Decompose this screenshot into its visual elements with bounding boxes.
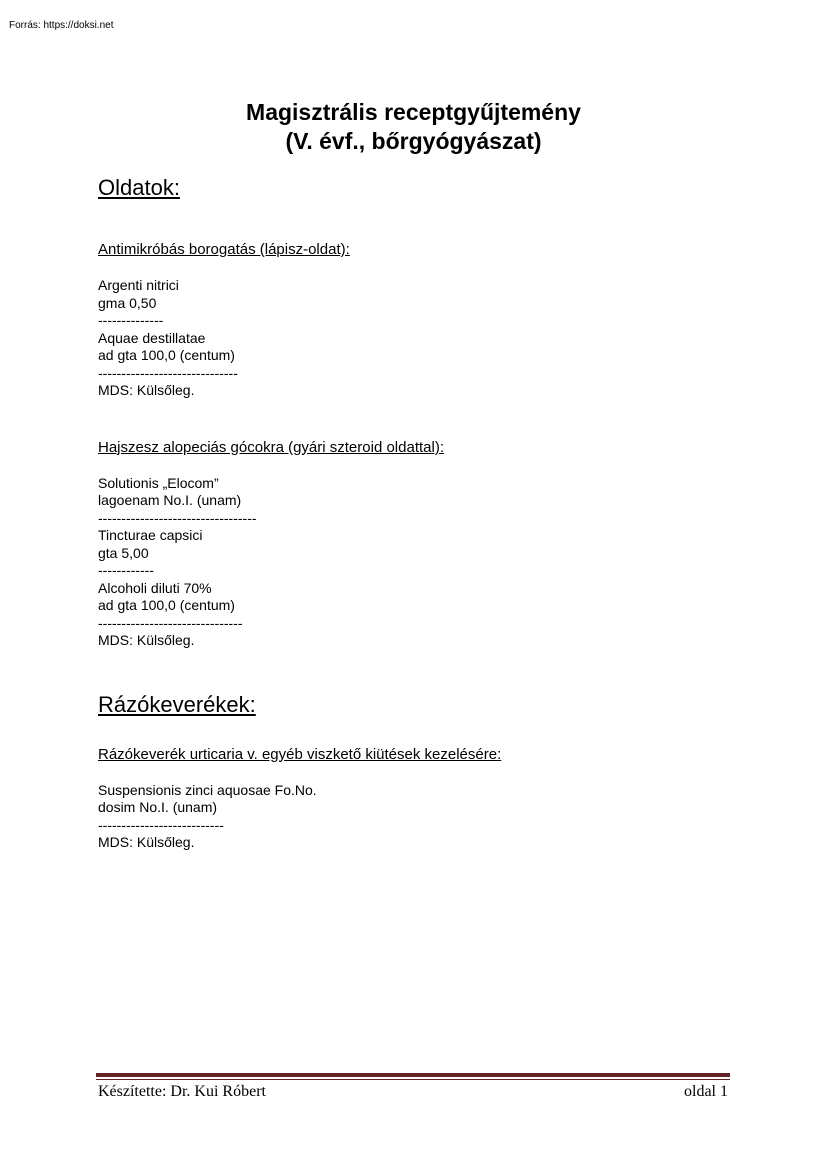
- recipe-line: Aquae destillatae: [98, 329, 206, 346]
- recipe-razokeverek: [98, 745, 738, 852]
- recipe-line: --------------: [98, 312, 164, 328]
- recipe-title: Rázókeverék urticaria v. egyéb viszkető kiütések kezelésére:: [98, 745, 502, 763]
- footer-divider-thick: [96, 1073, 730, 1077]
- recipe-line: ------------------------------: [98, 364, 238, 381]
- recipe-line: MDS: Külsőleg.: [98, 834, 195, 850]
- recipe-hajszesz: [98, 438, 738, 650]
- title-line-2: (V. évf., bőrgyógyászat): [285, 128, 542, 154]
- section-title: Oldatok:: [98, 175, 180, 200]
- footer-divider-thin: [96, 1079, 730, 1080]
- source-note: Forrás: https://doksi.net: [9, 20, 114, 31]
- recipe-line: ------------: [98, 562, 154, 578]
- recipe-line: -------------------------------: [98, 614, 243, 631]
- recipe-line: ---------------------------: [98, 816, 224, 833]
- document-title: [0, 98, 827, 156]
- recipe-line: gma 0,50: [98, 294, 157, 311]
- recipe-line: Argenti nitrici: [98, 277, 179, 293]
- title-line-1: Magisztrális receptgyűjtemény: [246, 99, 581, 125]
- footer-page-number: oldal 1: [684, 1083, 728, 1100]
- recipe-line: ad gta 100,0 (centum): [98, 597, 235, 613]
- recipe-line: lagoenam No.I. (unam): [98, 492, 242, 508]
- section-title: Rázókeverékek:: [98, 691, 256, 717]
- recipe-line: ad gta 100,0 (centum): [98, 347, 235, 363]
- recipe-lapisz-oldat: [98, 240, 738, 400]
- recipe-line: Suspensionis zinci aquosae Fo.No.: [98, 781, 317, 798]
- footer-author: Készítette: Dr. Kui Róbert: [98, 1083, 266, 1100]
- recipe-line: MDS: Külsőleg.: [98, 382, 195, 398]
- section-razokeverekek: [98, 691, 738, 852]
- recipe-line: MDS: Külsőleg.: [98, 632, 195, 648]
- recipe-line: dosim No.I. (unam): [98, 799, 218, 815]
- recipe-line: Solutionis „Elocom”: [98, 474, 219, 491]
- recipe-title: Hajszesz alopeciás gócokra (gyári szteroid oldattal):: [98, 438, 444, 456]
- recipe-line: gta 5,00: [98, 544, 149, 561]
- recipe-line: Alcoholi diluti 70%: [98, 579, 212, 596]
- document-body: [98, 174, 738, 852]
- recipe-line: ----------------------------------: [98, 509, 257, 526]
- section-oldatok: [98, 174, 738, 650]
- recipe-title: Antimikróbás borogatás (lápisz-oldat):: [98, 241, 350, 258]
- recipe-line: Tincturae capsici: [98, 527, 203, 543]
